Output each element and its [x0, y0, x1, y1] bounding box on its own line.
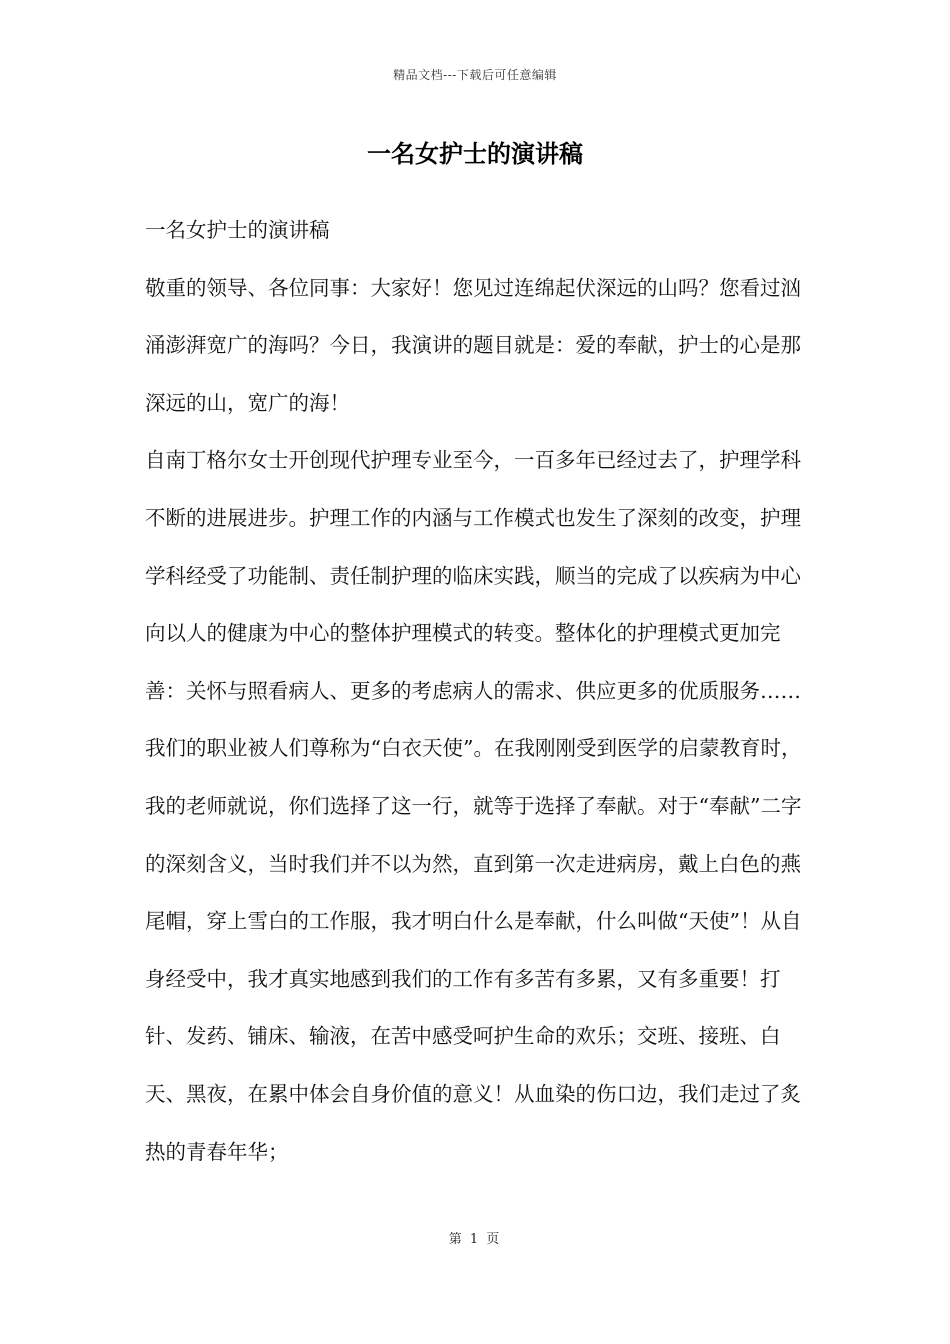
document-body [145, 202, 807, 1181]
paragraph-greeting: 敬重的领导、各位同事：大家好！您见过连绵起伏深远的山吗？您看过汹涌澎湃宽广的海吗？今日，我演讲的题目就是：爱的奉献，护士的心是那深远的山，宽广的海！ [145, 275, 801, 415]
document-subtitle: 一名女护士的演讲稿 [145, 218, 330, 242]
document-title: 一名女护士的演讲稿 [367, 139, 583, 168]
paragraph-nightingale: 自南丁格尔女士开创现代护理专业至今，一百多年已经过去了，护理学科不断的进展进步。护理工作的内涵与工作模式也发生了深刻的改变，护理学科经受了功能制、责任制护理的临床实践，顺当的完成了以疾病为中心向以人的健康为中心的整体护理模式的转变。整体化的护理模式更加完善：关怀与照看病人、更多的考虑病人的需求、供应更多的优质服务…… [145, 448, 801, 703]
header-note: 精品文档---下载后可任意编辑 [393, 68, 557, 82]
paragraph-white-angel: 我们的职业被人们尊称为“白衣天使”。在我刚刚受到医学的启蒙教育时，我的老师就说，你们选择了这一行，就等于选择了奉献。对于“奉献”二字的深刻含义，当时我们并不以为然，直到第一次走进病房，戴上白色的燕尾帽，穿上雪白的工作服，我才明白什么是奉献，什么叫做“天使”！从自身经受中，我才真实地感到我们的工作有多苦有多累，又有多重要！打针、发药、铺床、输液，在苦中感受呵护生命的欢乐；交班、接班、白天、黑夜，在累中体会自身价值的意义！从血染的伤口边，我们走过了炙热的青春年华； [145, 736, 802, 1164]
page-number: 第 1 页 [448, 1232, 502, 1247]
